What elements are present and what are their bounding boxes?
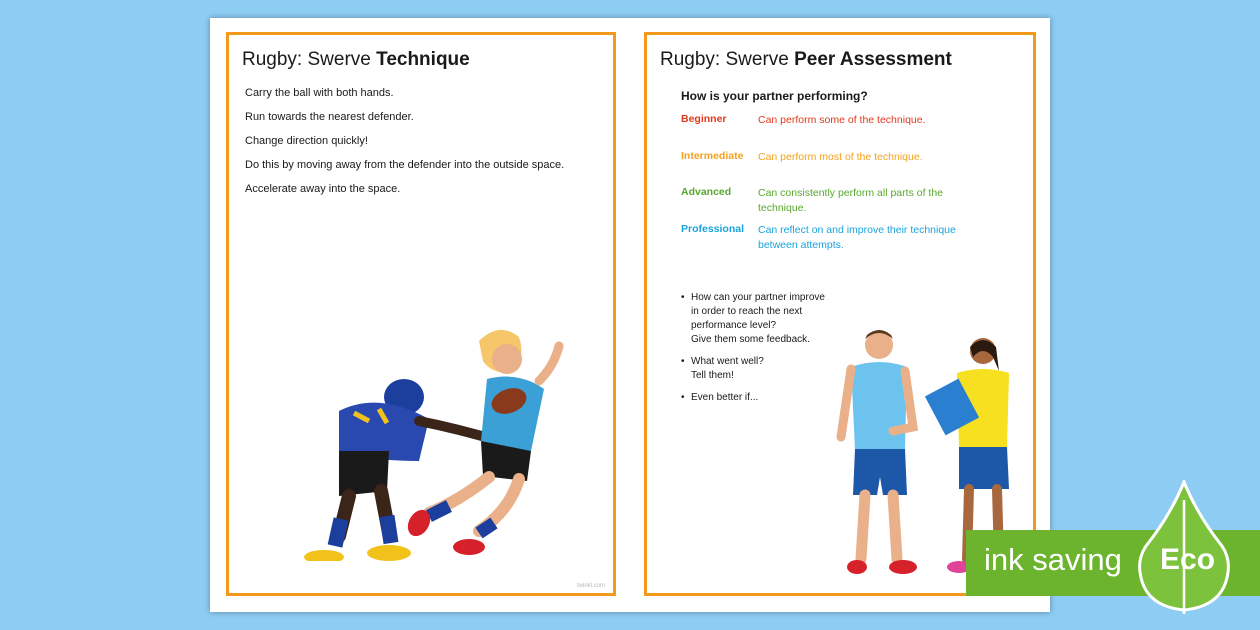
step-item: Do this by moving away from the defender into the outside space. xyxy=(245,159,565,171)
assessment-title xyxy=(660,49,952,71)
level-name: Professional xyxy=(681,223,745,235)
assessment-title-light: Rugby: Swerve xyxy=(660,49,789,70)
level-name: Intermediate xyxy=(681,150,744,162)
technique-card xyxy=(226,32,616,596)
attacker-figure xyxy=(403,330,559,555)
level-description: Can perform some of the technique. xyxy=(758,114,926,126)
eco-label: Eco xyxy=(1160,543,1216,576)
coach-male-figure xyxy=(841,330,917,574)
peer-assessment-card xyxy=(644,32,1036,596)
step-item: Change direction quickly! xyxy=(245,135,368,147)
level-description: Can reflect on and improve their technique between attempts. xyxy=(758,224,956,251)
technique-title-light: Rugby: Swerve xyxy=(242,49,371,70)
assessment-question: How is your partner performing? xyxy=(681,89,868,103)
ink-saving-text: ink saving xyxy=(984,542,1122,577)
level-name: Beginner xyxy=(681,113,727,125)
prompt-item: • What went well? Tell them! xyxy=(681,355,881,383)
rugby-players-illustration xyxy=(269,301,579,561)
level-description: Can perform most of the technique. xyxy=(758,151,923,163)
step-item: Carry the ball with both hands. xyxy=(245,87,394,99)
prompt-item: • Even better if... xyxy=(681,391,881,405)
level-name: Advanced xyxy=(681,186,732,198)
prompt-item: • How can your partner improve in order to reach the next performance level? Give them some feedback. xyxy=(681,291,881,347)
technique-title xyxy=(242,49,470,71)
level-description: Can consistently perform all parts of the technique. xyxy=(758,187,944,214)
worksheet-page xyxy=(210,18,1050,612)
step-item: Run towards the nearest defender. xyxy=(245,111,414,123)
footer-mark: twinkl.com xyxy=(576,583,605,589)
assessment-title-bold: Peer Assessment xyxy=(794,49,952,70)
technique-title-bold: Technique xyxy=(376,49,470,70)
technique-steps xyxy=(245,87,564,207)
step-item: Accelerate away into the space. xyxy=(245,183,401,195)
defender-figure xyxy=(304,379,499,561)
